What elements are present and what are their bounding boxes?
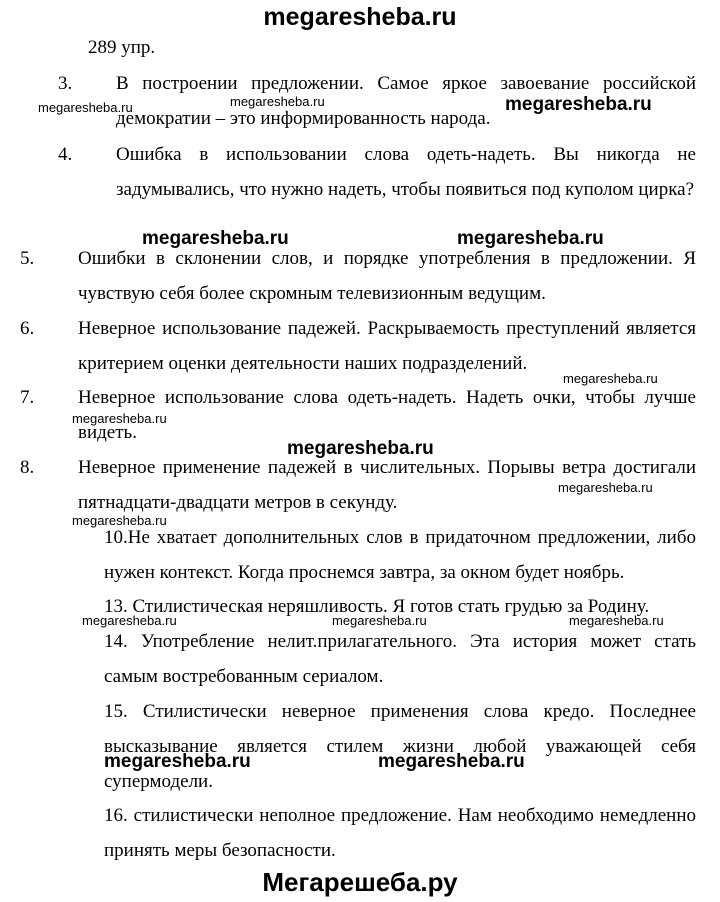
watermark: megaresheba.ru [72,513,167,528]
exercise-label: 289 упр. [88,37,156,58]
watermark: megaresheba.ru [457,228,604,249]
item-number: 3. [58,73,73,94]
item-text: Ошибки в склонении слов, и порядке употребления в предложении. Я чувствую себя более скромным телевизионным ведущим. [78,248,696,304]
item-number: 6. [20,318,35,339]
item-text: Неверное использование падежей. Раскрываемость преступлений является критерием оценки деятельности наших подразделений. [78,318,696,374]
list-item [104,798,696,868]
list-item [58,137,696,207]
item-number: 10. [104,527,128,548]
item-number: 4. [58,144,73,165]
watermark: megaresheba.ru [558,480,653,495]
watermark: megaresheba.ru [142,228,289,249]
item-number: 16. [104,805,128,826]
footer-site-title: Мегарешеба.ру [262,867,458,897]
item-number: 5. [20,248,35,269]
list-item [104,520,696,590]
watermark: megaresheba.ru [505,94,652,115]
list-item [20,241,696,311]
watermark: megaresheba.ru [563,371,658,386]
item-number: 7. [20,387,35,408]
item-text: Стилистически неверное применения слова кредо. Последнее высказывание является стилем жизни любой уважающей себя супермодели. [104,701,696,792]
item-text: Ошибка в использовании слова одеть-надеть. Вы никогда не задумывались, что нужно надеть, чтобы появиться под куполом цирка? [116,144,696,200]
watermark: megaresheba.ru [72,411,167,426]
watermark: megaresheba.ru [230,94,325,109]
watermark: megaresheba.ru [569,613,664,628]
watermark: megaresheba.ru [38,100,133,115]
item-text: Стилистическая неряшливость. Я готов стать грудью за Родину. [132,596,650,617]
watermark: megaresheba.ru [82,613,177,628]
watermark: megaresheba.ru [332,613,427,628]
watermark: megaresheba.ru [104,751,251,772]
item-number: 13. [104,596,128,617]
item-text: Неверное применение падежей в числительных. Порывы ветра достигали пятнадцати-двадцати метров в секунду. [78,457,696,513]
item-text: В построении предложении. Самое яркое завоевание российской демократии – это информированность народа. [116,73,696,129]
item-number: 15. [104,701,128,722]
item-number: 14. [104,631,128,652]
header-site-title: megaresheba.ru [263,3,457,31]
watermark: megaresheba.ru [287,438,434,459]
watermark: megaresheba.ru [378,751,525,772]
item-text: Употребление нелит.прилагательного. Эта история может стать самым востребованным сериалом. [104,631,697,687]
list-item [104,624,696,694]
item-text: стилистически неполное предложение. Нам необходимо немедленно принять меры безопасности. [104,805,697,861]
item-text: Неверное использование слова одеть-надеть. Надеть очки, чтобы лучше видеть. [78,387,696,443]
list-item [104,694,696,799]
item-number: 8. [20,457,35,478]
item-text: Не хватает дополнительных слов в придаточном предложении, либо нужен контекст. Когда проснемся завтра, за окном будет ноябрь. [104,527,696,583]
